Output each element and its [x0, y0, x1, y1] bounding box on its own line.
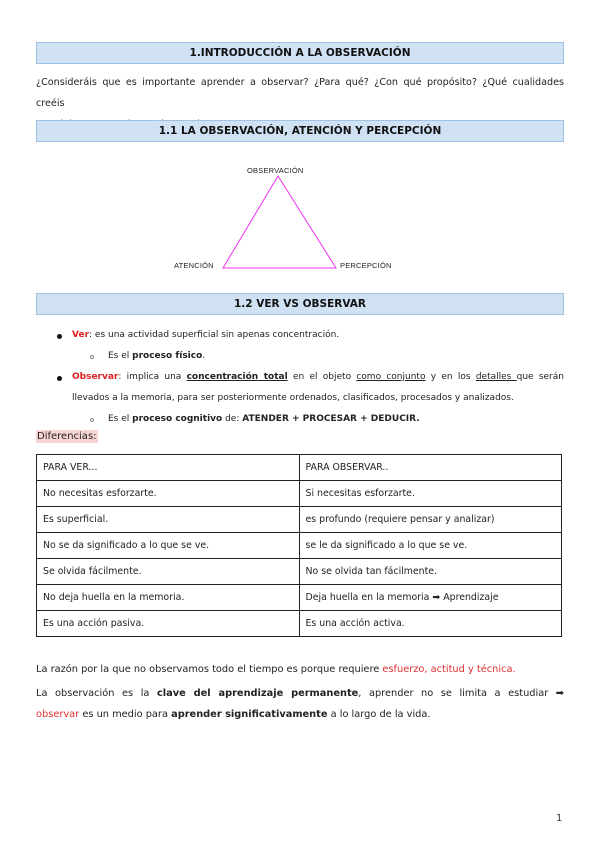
text: es un medio para: [79, 709, 172, 720]
esfuerzo-actitud-tecnica: esfuerzo, actitud y técnica.: [382, 664, 516, 675]
sub-bullet-ver: [108, 346, 205, 367]
table-cell: Se olvida fácilmente.: [37, 559, 300, 585]
concentracion-total: concentración total: [186, 372, 288, 382]
bullet-ver: [72, 325, 339, 346]
sub-bullet-circle-icon: [90, 355, 94, 359]
observation-triangle-diagram: [160, 160, 420, 280]
section-heading-1: 1.INTRODUCCIÓN A LA OBSERVACIÓN: [36, 42, 564, 64]
proceso-cognitivo: proceso cognitivo: [132, 414, 223, 424]
diagram-label-atencion: ATENCIÓN: [174, 261, 214, 270]
text: Es el: [108, 351, 133, 361]
conclusion-paragraph-1: [36, 659, 564, 680]
section-heading-1-1: 1.1 LA OBSERVACIÓN, ATENCIÓN Y PERCEPCIÓN: [36, 120, 564, 142]
diferencias-label: Diferencias:: [37, 431, 97, 442]
table-cell: Si necesitas esforzarte.: [299, 481, 562, 507]
diagram-label-observacion: OBSERVACIÓN: [247, 166, 304, 175]
text: La razón por la que no observamos todo el tiempo es porque requiere: [36, 664, 383, 675]
conclusion-line-1: [36, 683, 564, 704]
text: : implica una: [118, 372, 187, 382]
bullet-dot-icon: [57, 376, 62, 381]
text: , aprender no se limita a estudiar ➡: [358, 688, 564, 699]
table-row: [37, 533, 562, 559]
bullet-observar-line2: llevados a la memoria, para ser posteriormente ordenados, clasificados, procesados y analizados.: [72, 393, 514, 403]
bullet-dot-icon: [57, 334, 62, 339]
como-conjunto: como conjunto: [356, 372, 426, 382]
table-cell: Es una acción pasiva.: [37, 611, 300, 637]
table-cell: No se da significado a lo que se ve.: [37, 533, 300, 559]
table-cell: Es superficial.: [37, 507, 300, 533]
section-heading-1-2: 1.2 VER VS OBSERVAR: [36, 293, 564, 315]
table-row: [37, 507, 562, 533]
bullet-observar: [72, 367, 564, 388]
text: en el objeto: [287, 372, 357, 382]
table-row: [37, 585, 562, 611]
table-cell: PARA VER...: [37, 455, 300, 481]
table-row: [37, 559, 562, 585]
table-cell: Deja huella en la memoria ➡ Aprendizaje: [299, 585, 562, 611]
table-cell: No necesitas esforzarte.: [37, 481, 300, 507]
diagram-label-percepcion: PERCEPCIÓN: [340, 261, 392, 270]
atender-procesar-deducir: ATENDER + PROCESAR + DEDUCIR.: [242, 414, 420, 424]
table-cell: Es una acción activa.: [299, 611, 562, 637]
table-cell: PARA OBSERVAR..: [299, 455, 562, 481]
text: a lo largo de la vida.: [327, 709, 431, 720]
observar-red: observar: [36, 709, 80, 720]
table-row: [37, 611, 562, 637]
sub-bullet-circle-icon: [90, 418, 94, 422]
table-cell: No deja huella en la memoria.: [37, 585, 300, 611]
proceso-fisico: proceso físico: [132, 351, 203, 361]
intro-line-1: ¿Consideráis que es importante aprender a observar? ¿Para qué? ¿Con qué propósito? ¿Qué cualidades creéis: [36, 77, 564, 109]
sub-bullet-observar: [108, 409, 420, 430]
text: y en los: [425, 372, 476, 382]
table-cell: No se olvida tan fácilmente.: [299, 559, 562, 585]
table-header-row: [37, 455, 562, 481]
page-number: 1: [556, 813, 563, 824]
detalles: detalles: [475, 372, 517, 382]
clave-aprendizaje: clave del aprendizaje permanente: [156, 688, 359, 699]
ver-definition: : es una actividad superficial sin apenas concentración.: [89, 330, 340, 340]
conclusion-paragraph-2: [36, 683, 564, 725]
text: Es el: [108, 414, 133, 424]
text: .: [202, 351, 206, 361]
comparison-table: [36, 454, 562, 637]
table-row: [37, 481, 562, 507]
text: de:: [222, 414, 243, 424]
conclusion-line-2: [36, 704, 564, 725]
term-ver: Ver: [72, 330, 90, 340]
aprender-significativamente: aprender significativamente: [171, 709, 328, 720]
table-cell: es profundo (requiere pensar y analizar): [299, 507, 562, 533]
table-cell: se le da significado a lo que se ve.: [299, 533, 562, 559]
term-observar: Observar: [72, 372, 119, 382]
text: que serán: [516, 372, 564, 382]
text: La observación es la: [36, 688, 157, 699]
